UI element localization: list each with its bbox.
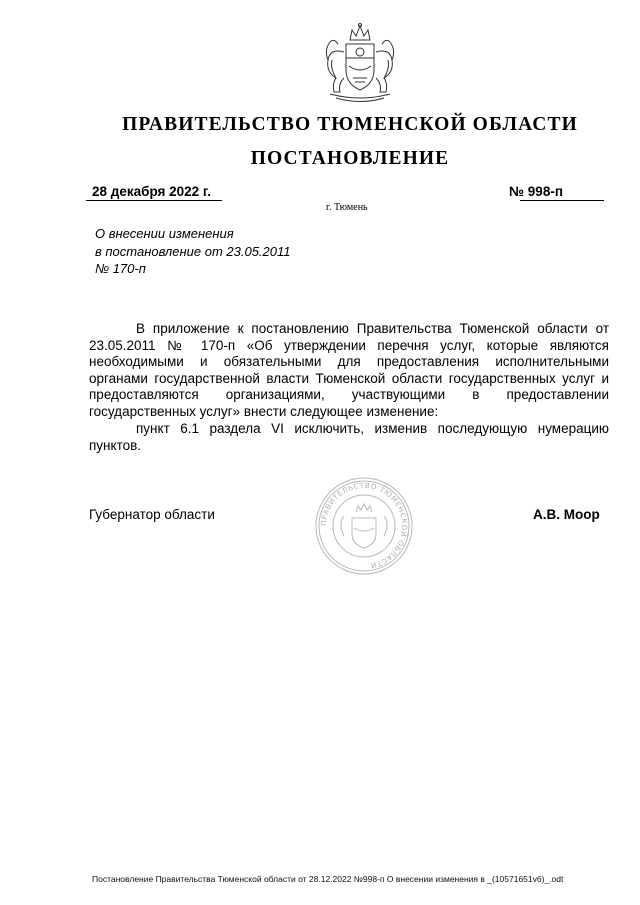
document-footer: Постановление Правительства Тюменской области от 28.12.2022 №998-п О внесении изменения в _(10571651v6)_.odt [92, 874, 564, 884]
city-label: г. Тюмень [326, 202, 368, 213]
date-underline [86, 200, 222, 201]
seal-text: ПРАВИТЕЛЬСТВО ТЮМЕНСКОЙ ОБЛАСТИ [318, 480, 410, 571]
document-body [89, 321, 609, 454]
tyumen-coat-of-arms-icon [316, 22, 404, 106]
government-title: ПРАВИТЕЛЬСТВО ТЮМЕНСКОЙ ОБЛАСТИ [122, 114, 578, 135]
subject-line: О внесении изменения [95, 226, 234, 241]
signer-name: А.В. Моор [533, 507, 600, 522]
body-paragraph: В приложение к постановлению Правительства Тюменской области от 23.05.2011 № 170-п «Об утверждении перечня услуг, которые являются необходимыми и обязательными для предоставления исполнительными органами государственной власти Тюменской области государственных услуг и предоставляются организациями, участвующими в предоставлении государственных услуг» внести следующее изменение: [89, 321, 609, 419]
subject-line: в постановление от 23.05.2011 [95, 243, 291, 259]
document-number: № 998-п [509, 184, 563, 199]
document-type-title: ПОСТАНОВЛЕНИЕ [250, 148, 450, 169]
number-underline [520, 200, 604, 201]
subject-line: № 170-п [95, 261, 146, 276]
body-paragraph: пункт 6.1 раздела VI исключить, изменив последующую нумерацию пунктов. [89, 421, 609, 453]
official-seal-icon [314, 476, 414, 576]
signer-position: Губернатор области [89, 507, 215, 522]
document-subject [95, 225, 291, 278]
document-date: 28 декабря 2022 г. [92, 184, 211, 199]
